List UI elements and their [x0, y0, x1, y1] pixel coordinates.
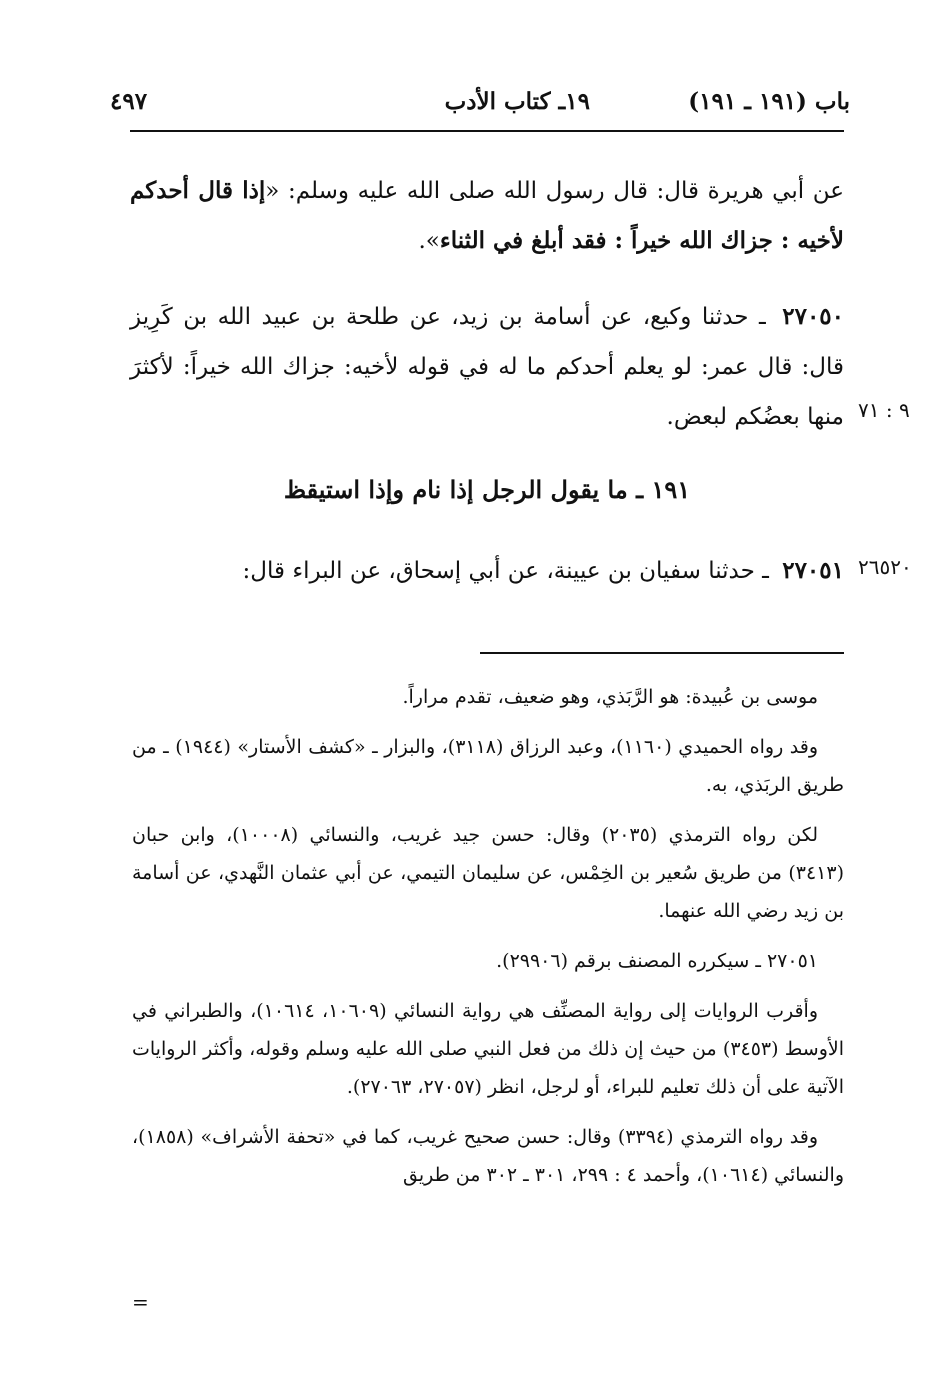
footnotes	[132, 678, 844, 1206]
continuation-mark: =	[132, 1290, 149, 1314]
footnote-paragraph: موسى بن عُبيدة: هو الرَّبَذي، وهو ضعيف، تقدم مراراً.	[402, 686, 818, 708]
hadith-entry	[130, 546, 844, 596]
footnote-paragraph: وقد رواه الترمذي (٣٣٩٤) وقال: حسن صحيح غريب، كما في «تحفة الأشراف» (١٨٥٨)، والنسائي (١٠٦١٤)، وأحمد ٤ : ٢٩٩، ٣٠١ ـ ٣٠٢ من طريق	[132, 1126, 844, 1186]
hadith-narration: عن أبي هريرة قال: قال رسول الله صلى الله عليه وسلم: «	[265, 178, 844, 204]
page-number: ٤٩٧	[110, 88, 148, 115]
footnote-paragraph: ٢٧٠٥١ ـ سيكرره المصنف برقم (٢٩٩٠٦).	[496, 950, 818, 972]
running-head	[110, 88, 850, 122]
chapter-range: باب (١٩١ ـ ١٩١)	[688, 88, 850, 115]
section-title: ١٩١ ـ ما يقول الرجل إذا نام وإذا استيقظ	[283, 475, 691, 504]
footnote-paragraph: وأقرب الروايات إلى رواية المصنِّف هي رواية النسائي (١٠٦٠٩، ١٠٦١٤)، والطبراني في الأوسط (٣٤٥٣) من حيث إن ذلك من فعل النبي صلى الله عليه وسلم وقوله، وأكثر الروايات الآتية على أن ذلك تعليم للبراء، أو لرجل، انظر (٢٧٠٥٧، ٢٧٠٦٣).	[132, 1000, 844, 1098]
hadith-text-bold: إذا قال أحدكم لأخيه : جزاك الله خيراً : فقد أبلغ في الثناء	[130, 177, 844, 254]
hadith-number: ٢٧٠٥١	[782, 557, 844, 584]
global-number: ٢٦٥٢٠	[858, 555, 912, 579]
volume-reference: ٩ : ٧١	[858, 398, 910, 422]
footnote-paragraph: وقد رواه الحميدي (١١٦٠)، وعبد الرزاق (٣١١٨)، والبزار ـ «كشف الأستار» (١٩٤٤) ـ من طريق الربَذي، به.	[132, 736, 844, 796]
book-title: ١٩ـ كتاب الأدب	[444, 88, 590, 115]
footnote-rule	[480, 652, 844, 654]
hadith-number: ٢٧٠٥٠	[782, 303, 845, 330]
footnote-paragraph: لكن رواه الترمذي (٢٠٣٥) وقال: حسن جيد غريب، والنسائي (١٠٠٠٨)، وابن حبان (٣٤١٣) من طريق سُعير بن الخِمْس، عن سليمان التيمي، عن أبي عثمان النَّهدي، عن أسامة بن زيد رضي الله عنهما.	[132, 824, 844, 922]
hadith-paragraph	[130, 166, 844, 266]
hadith-text: ـ حدثنا وكيع، عن أسامة بن زيد، عن طلحة بن عبيد الله بن كَرِيز قال: قال عمر: لو يعلم أحدكم ما له في قوله لأخيه: جزاك الله خيراً: لأكثرَ منها بعضُكم لبعض.	[130, 304, 844, 430]
hadith-entry	[130, 292, 844, 442]
hadith-text: ـ حدثنا سفيان بن عيينة، عن أبي إسحاق، عن البراء قال:	[242, 558, 769, 584]
header-rule	[130, 130, 844, 132]
quote-close: ».	[418, 228, 440, 254]
